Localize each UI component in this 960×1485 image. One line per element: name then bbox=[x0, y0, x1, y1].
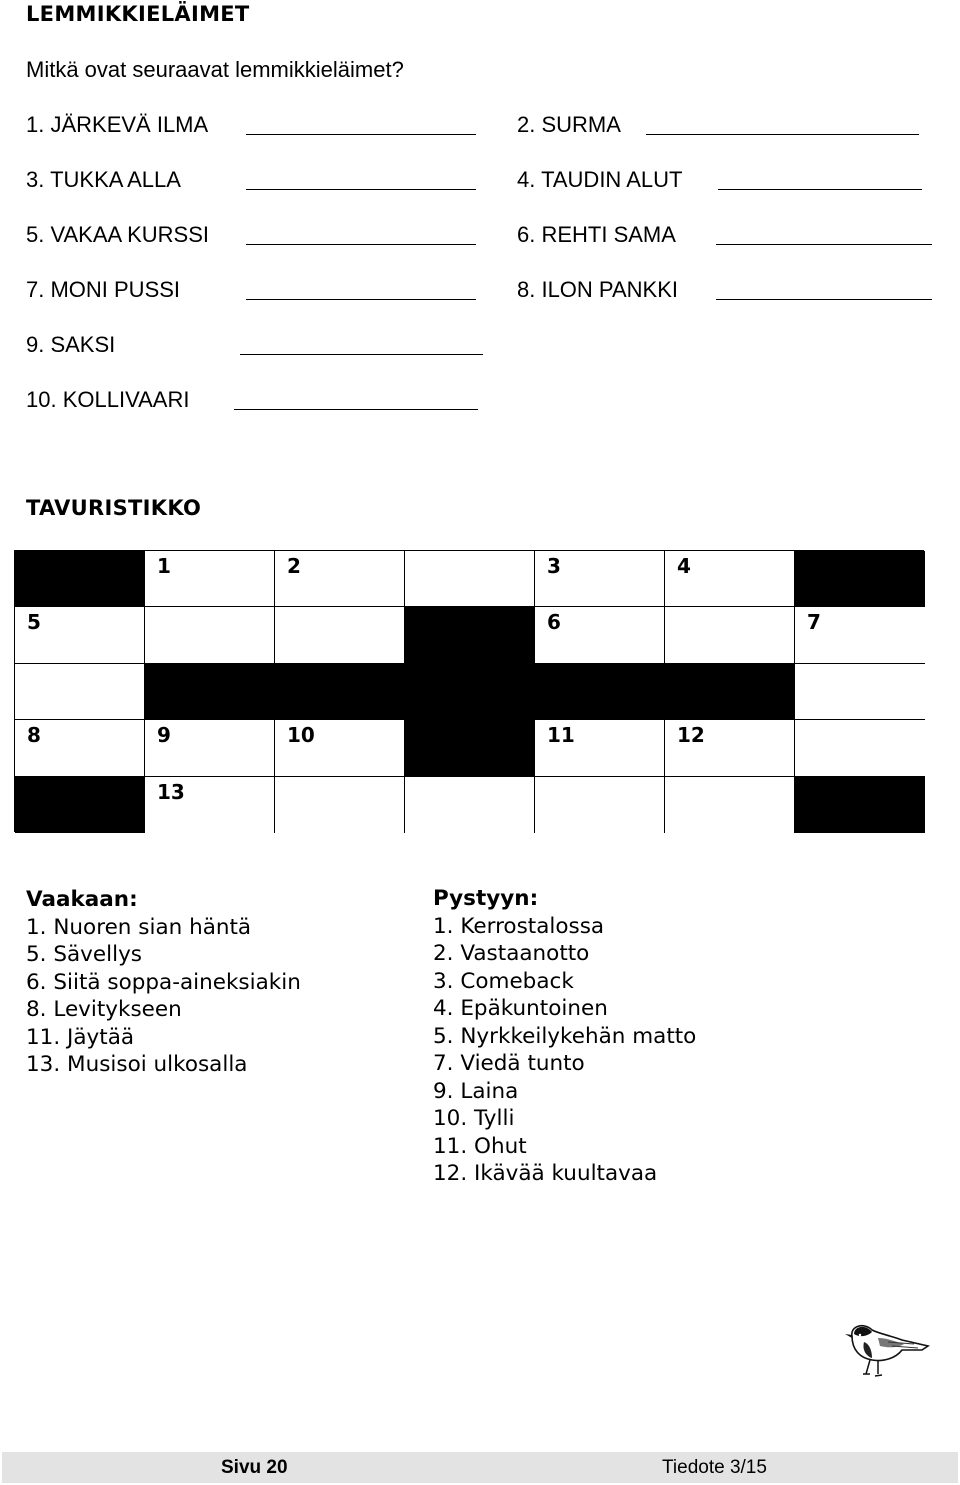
riddle-item: 9. SAKSI bbox=[26, 332, 116, 357]
crossword-cell[interactable] bbox=[275, 607, 405, 663]
riddle-item: 10. KOLLIVAARI bbox=[26, 387, 190, 412]
answer-line[interactable] bbox=[716, 244, 932, 245]
across-clue: 5. Sävellys bbox=[26, 942, 142, 967]
down-clue: 3. Comeback bbox=[433, 968, 574, 994]
crossword-block bbox=[15, 777, 145, 833]
answer-line[interactable] bbox=[246, 134, 476, 135]
cell-number: 3 bbox=[547, 554, 561, 578]
down-clue: 9. Laina bbox=[433, 1078, 519, 1104]
crossword-cell[interactable] bbox=[665, 607, 795, 663]
crossword-block bbox=[405, 720, 535, 776]
bird-icon bbox=[830, 1318, 930, 1380]
across-clues bbox=[26, 886, 301, 1079]
answer-line[interactable] bbox=[716, 299, 932, 300]
riddle-item: 3. TUKKA ALLA bbox=[26, 167, 181, 192]
crossword-cell[interactable] bbox=[145, 720, 275, 776]
riddles-title: LEMMIKKIELÄIMET bbox=[26, 2, 250, 26]
down-clue: 10. Tylli bbox=[433, 1106, 515, 1131]
crossword-cell[interactable] bbox=[15, 607, 145, 663]
answer-line[interactable] bbox=[646, 134, 919, 135]
answer-line[interactable] bbox=[246, 299, 476, 300]
answer-line[interactable] bbox=[246, 189, 476, 190]
down-clue: 4. Epäkuntoinen bbox=[433, 996, 608, 1021]
cell-number: 8 bbox=[27, 723, 41, 748]
crossword-grid bbox=[14, 550, 924, 832]
crossword-block bbox=[275, 664, 405, 720]
crossword-cell[interactable] bbox=[535, 720, 665, 776]
across-clue: 13. Musisoi ulkosalla bbox=[26, 1052, 248, 1077]
across-clue: 1. Nuoren sian häntä bbox=[26, 914, 252, 940]
down-heading: Pystyyn: bbox=[433, 886, 539, 911]
crossword-cell[interactable] bbox=[275, 777, 405, 833]
cell-number: 4 bbox=[677, 554, 691, 578]
down-clue: 1. Kerrostalossa bbox=[433, 913, 605, 939]
page-footer bbox=[2, 1452, 958, 1483]
riddles-instruction: Mitkä ovat seuraavat lemmikkieläimet? bbox=[26, 57, 404, 82]
across-clue: 8. Levitykseen bbox=[26, 997, 182, 1022]
down-clues bbox=[433, 885, 696, 1188]
crossword-cell[interactable] bbox=[275, 720, 405, 776]
crossword-block bbox=[795, 777, 925, 833]
down-clue: 2. Vastaanotto bbox=[433, 941, 590, 966]
cell-number: 11 bbox=[547, 723, 575, 748]
crossword-block bbox=[405, 664, 535, 720]
crossword-cell[interactable] bbox=[145, 551, 275, 607]
answer-line[interactable] bbox=[246, 244, 476, 245]
crossword-cell[interactable] bbox=[405, 777, 535, 833]
crossword-cell[interactable] bbox=[665, 551, 795, 607]
across-clue: 11. Jäytää bbox=[26, 1024, 135, 1050]
down-clue: 12. Ikävää kuultavaa bbox=[433, 1161, 658, 1186]
riddle-item: 7. MONI PUSSI bbox=[26, 277, 181, 302]
crossword-block bbox=[665, 664, 795, 720]
cell-number: 5 bbox=[27, 610, 41, 635]
cell-number: 9 bbox=[157, 723, 171, 748]
crossword-cell[interactable] bbox=[15, 664, 145, 720]
crossword-cell[interactable] bbox=[275, 551, 405, 607]
crossword-block bbox=[535, 664, 665, 720]
crossword-cell[interactable] bbox=[145, 777, 275, 833]
riddle-item: 2. SURMA bbox=[517, 112, 621, 137]
across-heading: Vaakaan: bbox=[26, 887, 138, 912]
down-clue: 11. Ohut bbox=[433, 1133, 527, 1159]
page-number: Sivu 20 bbox=[221, 1457, 288, 1478]
down-clue: 7. Viedä tunto bbox=[433, 1051, 585, 1076]
crossword-cell[interactable] bbox=[795, 720, 925, 776]
crossword-block bbox=[15, 551, 145, 607]
riddle-item: 5. VAKAA KURSSI bbox=[26, 222, 210, 247]
riddle-item: 1. JÄRKEVÄ ILMA bbox=[26, 112, 209, 137]
riddle-item: 6. REHTI SAMA bbox=[517, 222, 676, 247]
crossword-cell[interactable] bbox=[405, 551, 535, 607]
across-clue: 6. Siitä soppa-aineksiakin bbox=[26, 969, 301, 995]
cell-number: 6 bbox=[547, 610, 561, 635]
crossword-cell[interactable] bbox=[665, 777, 795, 833]
cell-number: 7 bbox=[807, 610, 821, 635]
cell-number: 1 bbox=[157, 554, 171, 578]
cell-number: 2 bbox=[287, 554, 301, 578]
answer-line[interactable] bbox=[234, 409, 478, 410]
crossword-cell[interactable] bbox=[145, 607, 275, 663]
crossword-cell[interactable] bbox=[665, 720, 795, 776]
crossword-block bbox=[795, 551, 925, 607]
issue-label: Tiedote 3/15 bbox=[662, 1457, 767, 1478]
cell-number: 10 bbox=[287, 723, 315, 748]
crossword-cell[interactable] bbox=[795, 607, 925, 663]
cell-number: 13 bbox=[157, 779, 185, 804]
crossword-cell[interactable] bbox=[15, 720, 145, 776]
crossword-cell[interactable] bbox=[535, 607, 665, 663]
crossword-cell[interactable] bbox=[535, 777, 665, 833]
riddle-item: 8. ILON PANKKI bbox=[517, 277, 678, 302]
cell-number: 12 bbox=[677, 723, 705, 748]
answer-line[interactable] bbox=[240, 354, 483, 355]
crossword-cell[interactable] bbox=[795, 664, 925, 720]
crossword-cell[interactable] bbox=[535, 551, 665, 607]
crossword-block bbox=[145, 664, 275, 720]
crossword-title: TAVURISTIKKO bbox=[26, 496, 202, 520]
down-clue: 5. Nyrkkeilykehän matto bbox=[433, 1023, 697, 1049]
crossword-block bbox=[405, 607, 535, 663]
riddle-item: 4. TAUDIN ALUT bbox=[517, 167, 683, 192]
answer-line[interactable] bbox=[718, 189, 922, 190]
